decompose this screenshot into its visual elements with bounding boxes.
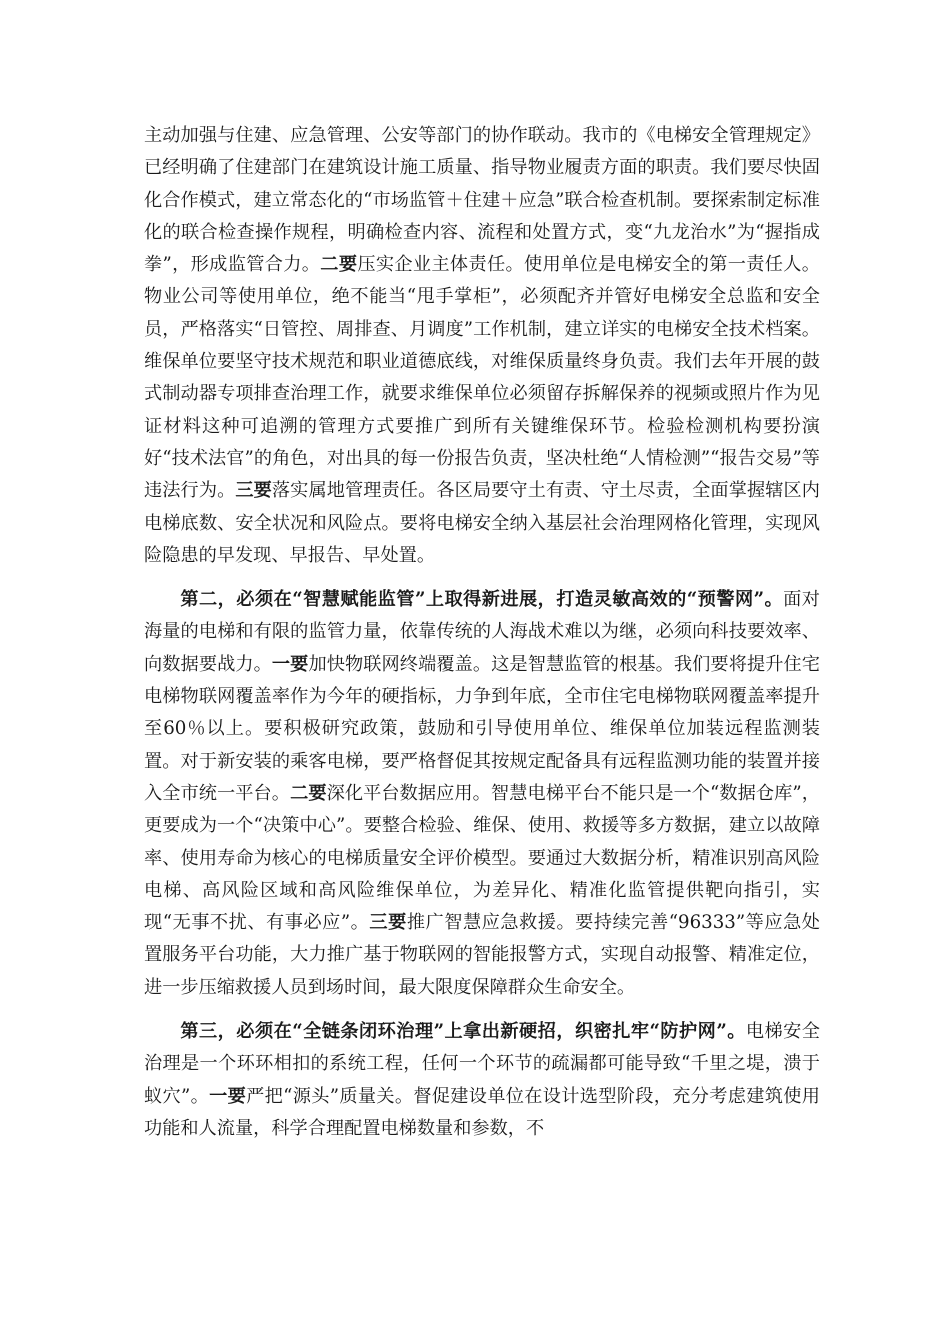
bold-marker: 二要 [320,254,358,276]
paragraph-second [144,584,820,1004]
text-run: 压实企业主体责任。使用单位是电梯安全的第一责任人。物业公司等使用单位，绝不能当“甩手掌柜”，必须配齐并管好电梯安全总监和安全员，严格落实“日管控、周排查、月调度”工作机制，建立详实的电梯安全技术档案。维保单位要坚守技术规范和职业道德底线，对维保质量终身负责。我们去年开展的鼓式制动器专项排查治理工作，就要求维保单位必须留存拆解保养的视频或照片作为见证材料这种可追溯的管理方式要推广到所有关键维保环节。检验检测机构要扮演好“技术法官”的角色，对出具的每一份报告负责，坚决杜绝“人情检测”“报告交易”等违法行为。 [144,254,820,502]
bold-marker: 一要 [271,653,309,675]
bold-marker: 三要 [235,480,272,502]
paragraph-third [144,1016,820,1145]
text-run: 落实属地管理责任。各区局要守土有责、守土尽责，全面掌握辖区内电梯底数、安全状况和风险点。要将电梯安全纳入基层社会治理网格化管理，实现风险隐患的早发现、早报告、早处置。 [144,480,820,566]
bold-marker: 一要 [209,1085,247,1107]
text-run: 面对海量的电梯和有限的监管力量，依靠传统的人海战术难以为继，必须向科技要效率、向数据要战力。 [144,589,820,675]
text-run: 主动加强与住建、应急管理、公安等部门的协作联动。我市的《电梯安全管理规定》已经明确了住建部门在建筑设计施工质量、指导物业履责方面的职责。我们要尽快固化合作模式，建立常态化的“市场监管＋住建＋应急”联合检查机制。要探索制定标准化的联合检查操作规程，明确检查内容、流程和处置方式，变“九龙治水”为“握指成拳”，形成监管合力。 [144,125,820,276]
paragraph-first [144,120,820,572]
text-run: 加快物联网终端覆盖。这是智慧监管的根基。我们要将提升住宅电梯物联网覆盖率作为今年的硬指标，力争到年底，全市住宅电梯物联网覆盖率提升至60％以上。要积极研究政策，鼓励和引导使用单位、维保单位加装远程监测装置。对于新安装的乘客电梯，要严格督促其按规定配备具有远程监测功能的装置并接入全市统一平台。 [144,653,820,804]
text-run: 深化平台数据应用。智慧电梯平台不能只是一个“数据仓库”，更要成为一个“决策中心”。要整合检验、维保、使用、救援等多方数据，建立以故障率、使用寿命为核心的电梯质量安全评价模型。要通过大数据分析，精准识别高风险电梯、高风险区域和高风险维保单位，为差异化、精准化监管提供靶向指引，实现“无事不扰、有事必应”。 [144,782,820,934]
text-run: 推广智慧应急救援。要持续完善“96333”等应急处置服务平台功能，大力推广基于物联网的智能报警方式，实现自动报警、精准定位，进一步压缩救援人员到场时间，最大限度保障群众生命安全。 [144,912,820,998]
text-run: 严把“源头”质量关。督促建设单位在设计选型阶段，充分考虑建筑使用功能和人流量，科学合理配置电梯数量和参数，不 [144,1085,820,1139]
section-heading: 第二，必须在“智慧赋能监管”上取得新进展，打造灵敏高效的“预警网”。 [180,589,784,611]
bold-marker: 三要 [369,912,407,934]
bold-marker: 二要 [290,782,327,804]
text-run: 电梯安全治理是一个环环相扣的系统工程，任何一个环节的疏漏都可能导致“千里之堤，溃于蚁穴”。 [144,1021,820,1107]
section-heading: 第三，必须在“全链条闭环治理”上拿出新硬招，织密扎牢“防护网”。 [180,1021,746,1043]
document-body [144,120,820,1157]
